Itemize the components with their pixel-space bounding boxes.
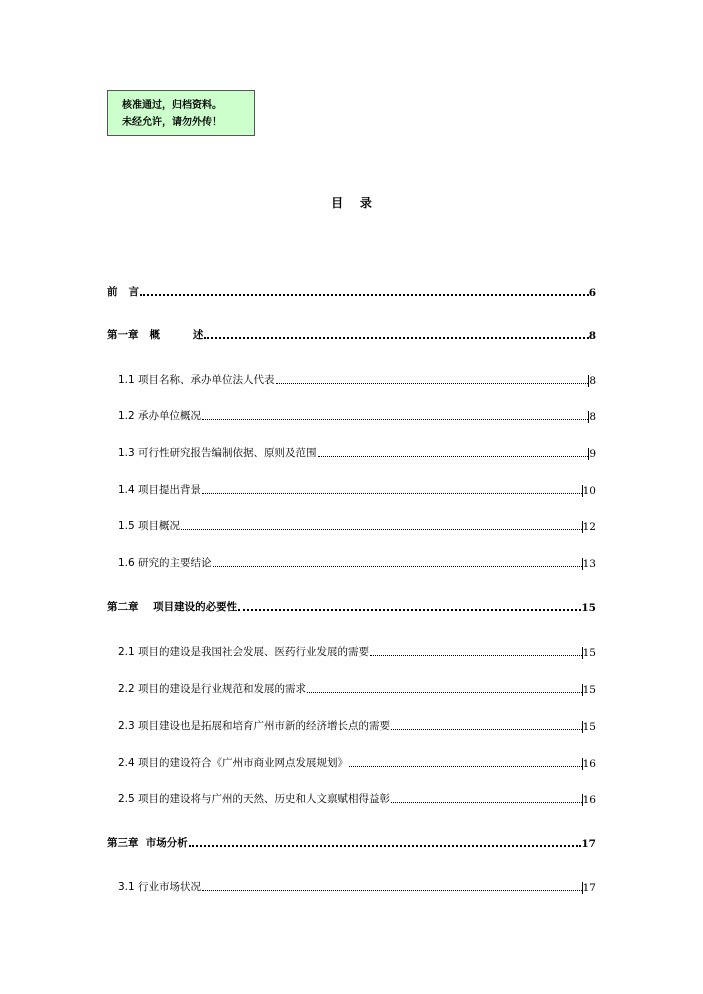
toc-title: 目 录 — [331, 196, 372, 210]
toc-entry-label: 3.1 行业市场状况 — [118, 881, 202, 893]
toc-entry-label: 1.4 项目提出背景 — [118, 484, 202, 496]
toc-entry-1-5[interactable] — [118, 518, 596, 533]
toc-entry-label: 第三章 市场分析 — [107, 837, 188, 849]
toc-entry-1-4[interactable] — [118, 482, 596, 497]
toc-entry-2-5[interactable] — [118, 791, 596, 806]
toc-leader-dots — [307, 691, 582, 693]
toc-page-number: 15 — [582, 647, 596, 659]
toc-page-number: 16 — [582, 758, 596, 770]
toc-leader-dots — [238, 608, 581, 611]
toc-page-number: 8 — [589, 411, 596, 423]
toc-page-number: 16 — [582, 794, 596, 806]
toc-page-number: 10 — [582, 485, 596, 497]
toc-entry-label: 1.6 研究的主要结论 — [118, 557, 212, 569]
toc-entry-1-6[interactable] — [118, 555, 596, 570]
toc-entry-chapter-2[interactable] — [107, 599, 596, 614]
toc-entry-label: 2.1 项目的建设是我国社会发展、医药行业发展的需要 — [118, 646, 370, 658]
notice-line-2: 未经允许，请勿外传！ — [122, 117, 222, 128]
toc-entry-2-1[interactable] — [118, 644, 596, 659]
toc-leader-dots — [181, 528, 582, 530]
toc-page-number: 12 — [582, 521, 596, 533]
toc-entry-label: 2.4 项目的建设符合《广州市商业网点发展规划》 — [118, 757, 349, 769]
toc-entry-3-1[interactable] — [118, 879, 596, 894]
toc-leader-dots — [204, 336, 588, 339]
toc-leader-dots — [189, 844, 582, 847]
toc-leader-dots — [140, 293, 589, 296]
toc-entry-label: 2.5 项目的建设将与广州的天然、历史和人文禀赋相得益彰 — [118, 793, 391, 805]
toc-entry-label: 1.5 项目概况 — [118, 520, 181, 532]
toc-entry-label: 2.3 项目建设也是拓展和培育广州市新的经济增长点的需要 — [118, 720, 391, 732]
toc-entry-2-4[interactable] — [118, 755, 596, 770]
toc-entry-label: 1.3 可行性研究报告编制依据、原则及范围 — [118, 447, 317, 459]
toc-leader-dots — [202, 418, 588, 420]
toc-leader-dots — [202, 492, 582, 494]
toc-page-number: 8 — [589, 375, 596, 387]
toc-entry-label: 第一章 概 述 — [107, 329, 204, 341]
toc-entry-chapter-1[interactable] — [107, 327, 596, 342]
toc-leader-dots — [349, 765, 582, 767]
toc-entry-label: 第二章 项目建设的必要性 — [107, 601, 238, 613]
toc-leader-dots — [276, 382, 589, 384]
toc-leader-dots — [213, 565, 582, 567]
toc-entry-chapter-3[interactable] — [107, 835, 596, 850]
toc-entry-1-2[interactable] — [118, 408, 596, 423]
toc-leader-dots — [391, 801, 582, 803]
toc-page-number: 8 — [588, 330, 596, 342]
toc-leader-dots — [370, 654, 582, 656]
approval-notice-box — [107, 90, 255, 136]
notice-line-1: 核准通过，归档资料。 — [122, 100, 222, 111]
toc-page-number: 17 — [582, 882, 596, 894]
toc-page-number: 9 — [589, 448, 596, 460]
toc-page-number: 13 — [582, 558, 596, 570]
toc-page-number: 15 — [582, 684, 596, 696]
toc-entry-label: 2.2 项目的建设是行业规范和发展的需求 — [118, 683, 307, 695]
toc-page-number: 15 — [582, 721, 596, 733]
toc-entry-2-2[interactable] — [118, 681, 596, 696]
toc-leader-dots — [318, 455, 589, 457]
toc-entry-2-3[interactable] — [118, 718, 596, 733]
toc-entry-1-1[interactable] — [118, 372, 596, 387]
toc-entry-label: 1.1 项目名称、承办单位法人代表 — [118, 374, 275, 386]
toc-entry-1-3[interactable] — [118, 445, 596, 460]
toc-entry-label: 前 言 — [107, 286, 139, 298]
toc-leader-dots — [391, 728, 582, 730]
toc-leader-dots — [202, 889, 582, 891]
toc-page-number: 15 — [581, 602, 596, 614]
toc-page-number: 17 — [581, 838, 596, 850]
toc-entry-label: 1.2 承办单位概况 — [118, 410, 202, 422]
toc-page-number: 6 — [588, 287, 596, 299]
toc-entry-preface[interactable] — [107, 284, 596, 299]
